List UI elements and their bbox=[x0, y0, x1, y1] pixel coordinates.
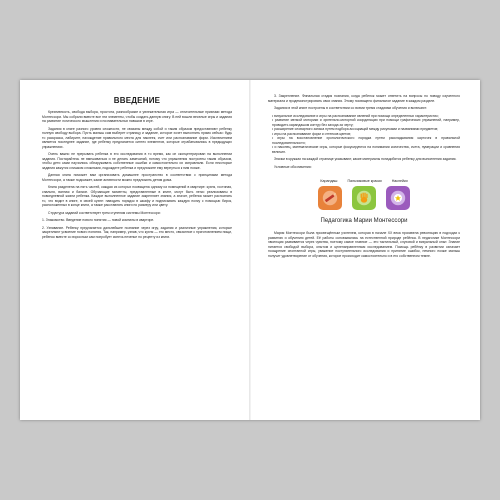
paragraph: Мария Монтессори была просвещённым учителем, которая в начале XX века произвела революцию в подходах к развитию и обучению детей. Её работы основывались на естественной природе ребёнка. В педагогике Монтессори эволюция развивается через чувства, поэтому самое главное — это тактильный, слуховой и визуальный опыт. Знание питается свободой выбора, опытом и целенаправленным исследованием. Помощь ребёнку в развитии означает поощрение спонтанной игры, уважение поступательного исследования и принятие ошибок, немного позже малыш получит удовлетворение от обучения, которое происходит самостоятельно и в его собственном темпе. bbox=[268, 231, 460, 258]
list-item: • расширение словарного запаса путем подбора ассоциаций между рисунками и названиями предметов; bbox=[272, 127, 460, 132]
paragraph: 3. Закрепление. Финальная стадия познания, когда ребенок может ответить на вопросы по поводу изученного материала и продемонстрировать свои знания. Этому посвящено финальное задание в каждом разделе. bbox=[268, 94, 460, 103]
list-intro: Задания в этой книге построены в соответствии со всеми тремя стадиями обучения и включают: bbox=[274, 106, 427, 110]
paragraph: Книга разделена на пять частей, каждая из которых посвящена одному из помещений в квартире: кухня, гостиная, спальня, ванная и балкон. Обучающие моменты, представленные в книге, могут быть легко реализованы в повседневной жизни ребенка. Каждое выполненное задание закрепляет знания, а значит, ребенок может распознать то, что видит в книге, в своей кухне: наводить порядок в шкафу и подписывать каждую полку с помощью бирок, расположенных в конце книги, а также расставлять книги по размеру или цвету. bbox=[42, 185, 232, 207]
paragraph: Данная книга поможет вам организовать домашнее пространство в соответствии с принципами метода Монтессори, а также подскажет, какие активности можно предложить детям дома. bbox=[42, 173, 232, 182]
paragraph: 2. Узнавание. Ребенку предлагается дальнейшее познание через игру, задания и различные упражнения, которые закрепляют усвоение нового понятия. Так, например, узнав, что кухня — это место, связанное с приготовлением пищи, ребенок вместе со взрослым сам попробует испечь печенье по рецепту из книги. bbox=[42, 225, 232, 239]
handprint-icon bbox=[352, 186, 376, 210]
paragraph: Креативность, свобода выбора, простота, разнообразие и увлекательная игра — отличительные признаки метода Монтессори. Мы собрали вместе все эти элементы, чтобы создать данную книгу. В ней вошли веселые игры и задания на развитие логического мышления и познавательных навыков в игре. bbox=[42, 110, 232, 123]
left-page bbox=[42, 80, 232, 420]
legend-label-pencil: Карандаш bbox=[320, 179, 338, 183]
paragraph: Задания в книге разного уровня сложности, не связаны между собой и таким образом предоставляют ребенку полную свободу выбора. Пусть малыш сам выберет страницу и задание, которое хочет выполнить прямо сейчас: будь то раскраска, лабиринт, нахождение правильного места для наклеек, счет или распознавание форм. Исключением является последнее задание, где ребенку предлагается синтез элементов, которые отрабатывались в предыдущих упражнениях. bbox=[42, 126, 232, 149]
paragraph: Очень важно не прерывать ребенка в его исследования в то время, как он сконцентрирован на выполнении задания. Постарайтесь не вмешиваться и не делать замечаний, потому что упражнения построены таким образом, чтобы дети сами научились обнаруживать собственные ошибки и самостоятельно их исправляли. Если некоторые задания кажутся слишком сложными, подождите ребенка и предложите ему вернуться к ним позже. bbox=[42, 152, 232, 170]
list-item: • развитие мелкой моторики и зрительно-моторной координации при помощи графических упражнений, например, проводить карандашом контур без захода за черту; bbox=[272, 118, 460, 127]
sticker-icon bbox=[386, 186, 410, 210]
book-spread bbox=[20, 80, 480, 420]
legend-title: Условные обозначения: bbox=[274, 164, 312, 169]
section-subtitle: Педагогика Марии Монтессори bbox=[320, 218, 408, 224]
activity-list bbox=[272, 114, 460, 155]
list-item: • и наконец, математические игры, которые фокусируются на понимании количества, счета, нумерации и сравнения величин. bbox=[272, 145, 460, 154]
paragraph: 1. Знакомство. Введение нового понятия — новой комнаты в квартире. bbox=[42, 218, 155, 222]
list-item: • визуальное исследование и игры на распознавание явлений при помощи определенных характеристик; bbox=[272, 114, 460, 119]
list-item: • игры на восстановление хронологического порядка путем раскладывания карточек в правильной последовательности; bbox=[272, 136, 460, 145]
book-fold bbox=[249, 80, 251, 420]
page-title: ВВЕДЕНИЕ bbox=[113, 96, 161, 105]
legend-intro: Значки в кружках на каждой странице указывают, какие материалы понадобятся ребенку для выполнения задания. bbox=[274, 157, 457, 161]
pencil-icon bbox=[318, 186, 342, 210]
right-page bbox=[268, 80, 460, 420]
paragraph: Структура заданий соответствует трем ступеням системы Монтессори: bbox=[48, 210, 161, 215]
legend-label-finger-paint: Пальчиковые краски bbox=[347, 179, 382, 183]
legend-label-stickers: Наклейки bbox=[391, 179, 408, 183]
legend bbox=[268, 179, 460, 210]
list-item: • игры на распознавание форм и оттенков цветов; bbox=[272, 132, 460, 137]
